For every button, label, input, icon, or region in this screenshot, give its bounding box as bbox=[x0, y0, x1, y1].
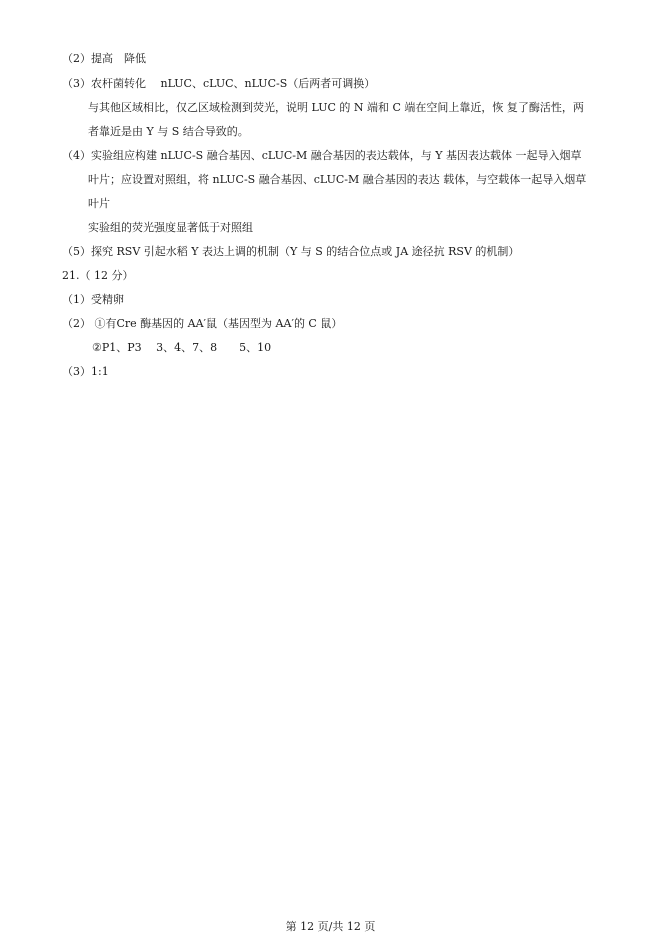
answer-q5: （5）探究 RSV 引起水稻 Y 表达上调的机制（Y 与 S 的结合位点或 JA 途径抗 RSV 的机制） bbox=[62, 245, 520, 258]
answer-q21-1: （1）受精卵 bbox=[62, 293, 124, 306]
answer-q2: （2）提高 降低 bbox=[62, 52, 146, 65]
answer-q21-2b: ②P1、P3 3、4、7、8 5、10 bbox=[92, 341, 272, 354]
answer-q3-detail-2: 者靠近是由 Y 与 S 结合导致的。 bbox=[88, 125, 249, 138]
answer-q4: （4）实验组应构建 nLUC-S 融合基因、cLUC-M 融合基因的表达载体，与 Y 基因表达载体 一起导入烟草 bbox=[62, 149, 582, 162]
answer-q3: （3）农杆菌转化 nLUC、cLUC、nLUC-S（后两者可调换） bbox=[62, 77, 376, 90]
page-number-footer: 第 12 页/共 12 页 bbox=[285, 920, 376, 933]
question-21-header: 21.（ 12 分） bbox=[62, 269, 134, 282]
answer-q21-3: （3）1:1 bbox=[62, 365, 109, 378]
answer-q4-cont-2: 叶片 bbox=[88, 197, 110, 210]
answer-q4-result: 实验组的荧光强度显著低于对照组 bbox=[88, 221, 253, 234]
answer-q4-cont-1: 叶片；应设置对照组，将 nLUC-S 融合基因、cLUC-M 融合基因的表达 载体，与空载体一起导入烟草 bbox=[88, 173, 587, 186]
answer-q21-2: （2） ①有Cre 酶基因的 AA′鼠（基因型为 AA′的 C 鼠） bbox=[62, 317, 343, 330]
answer-q3-detail-1: 与其他区域相比，仅乙区域检测到荧光，说明 LUC 的 N 端和 C 端在空间上靠近，恢 复了酶活性，两 bbox=[88, 101, 584, 114]
